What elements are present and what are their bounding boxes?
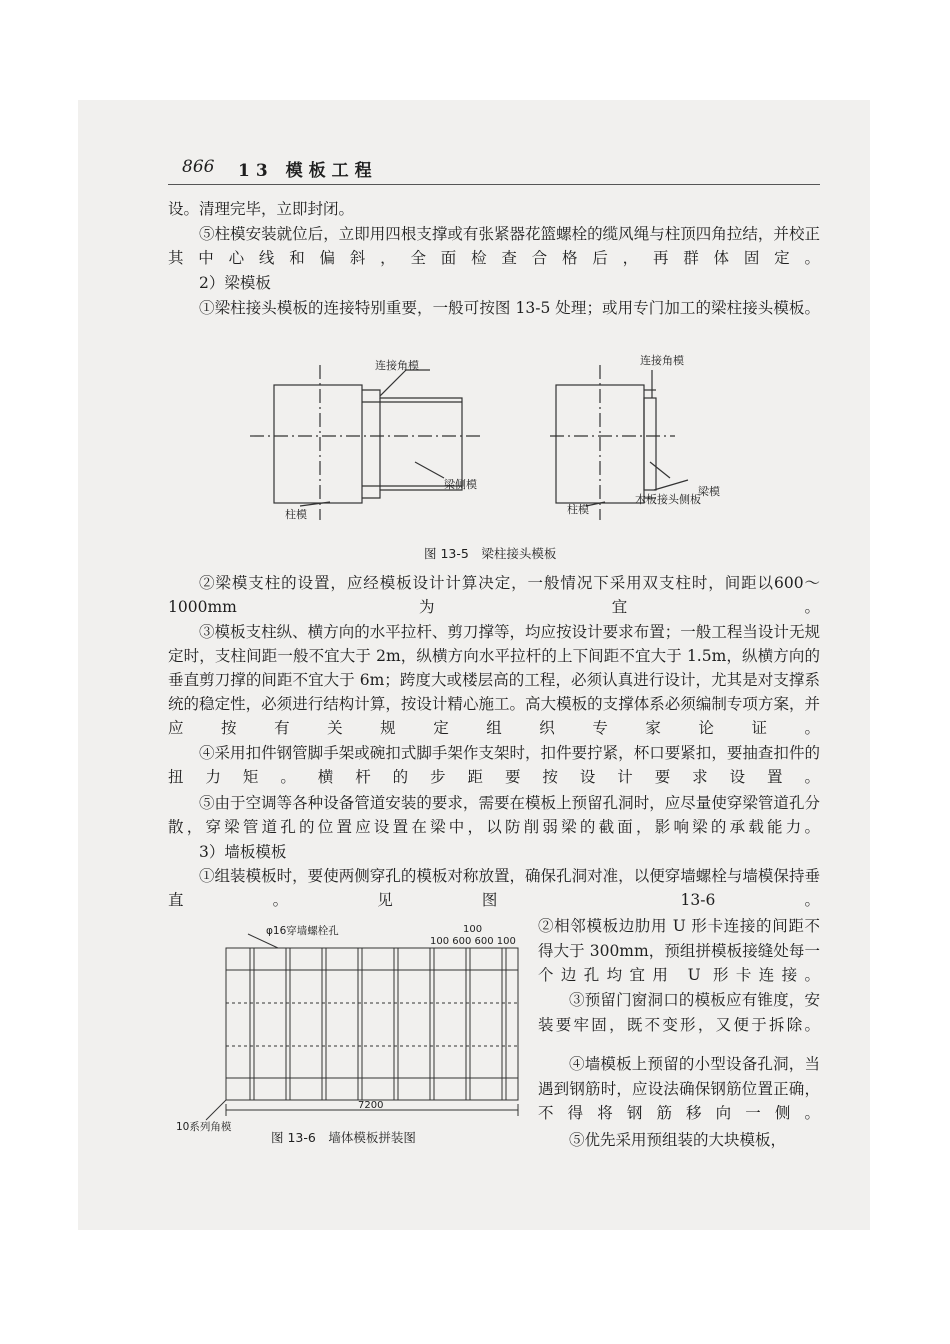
- paragraph: ①梁柱接头模板的连接特别重要，一般可按图 13-5 处理；或用专门加工的梁柱接头模板。: [199, 299, 820, 317]
- side-paragraph: ②相邻模板边肋用 U 形卡连接的间距不得大于 300mm，预组拼模板接缝处每一个边孔均宜用 U 形卡连接。: [538, 917, 820, 984]
- figure-wall-formwork-assembly: [168, 918, 528, 1146]
- paragraph: 设。清理完毕，立即封闭。: [168, 200, 355, 218]
- label-column-form-right: 柱模: [567, 503, 589, 516]
- chapter-title: 13 模板工程: [238, 161, 378, 181]
- label-column-form-left: 柱模: [285, 508, 307, 521]
- figure-caption: 图 13-5 梁柱接头模板: [424, 546, 557, 561]
- side-paragraph: ③预留门窗洞口的模板应有锥度，安装要牢固，既不变形，又便于拆除。: [538, 991, 820, 1034]
- label-bolt-hole: φ16穿墙螺栓孔: [266, 925, 339, 937]
- paragraph: ⑤由于空调等各种设备管道安装的要求，需要在模板上预留孔洞时，应尽量使穿梁管道孔分散，穿梁管道孔的位置应设置在梁中，以防削弱梁的截面，影响梁的承载能力。: [168, 794, 820, 836]
- subheading: 3）墙板模板: [199, 843, 287, 861]
- left-column: [274, 385, 362, 503]
- label-wood-joint-panel: 木板接头侧板: [635, 493, 701, 506]
- paragraph: ②梁模支柱的设置，应经模板设计计算决定，一般情况下采用双支柱时，间距以600～1000mm 为宜。: [168, 574, 820, 616]
- label-width: 7200: [358, 1100, 384, 1111]
- paragraph: ③模板支柱纵、横方向的水平拉杆、剪刀撑等，均应按设计要求布置；一般工程当设计无规定时，支柱间距一般不宜大于 2m，纵横方向水平拉杆的上下间距不宜大于 1.5m，纵横方向的垂直剪刀撑的间距不宜大于 6m；跨度大或楼层高的工程，必须认真进行设计，尤其是对支撑系统的稳定性，必须进行结构计算，按设计精心施工。高大模板的支撑体系必须编制专项方案，并应按有关规定组织专家论证。: [168, 623, 820, 737]
- figure-beam-column-joint: [230, 350, 730, 562]
- right-beam: [644, 398, 656, 490]
- page-header: [168, 150, 820, 185]
- subheading: 2）梁模板: [199, 274, 271, 292]
- paragraph: ④采用扣件钢管脚手架或碗扣式脚手架作支架时，扣件要拧紧，杯口要紧扣，要抽查扣件的扭力矩。横杆的步距要按设计要求设置。: [168, 744, 820, 786]
- label-connect-corner-left: 连接角模: [375, 359, 419, 372]
- page-number: 866: [182, 157, 215, 177]
- side-paragraph: ④墙模板上预留的小型设备孔洞，当遇到钢筋时，应设法确保钢筋位置正确，不得将钢筋移向一侧。: [538, 1055, 820, 1122]
- label-beam-side-form: 梁侧模: [444, 478, 477, 491]
- wall-panel-outline: [226, 948, 518, 1100]
- label-top-dimension: 100: [463, 924, 483, 935]
- label-connect-corner-right: 连接角模: [640, 354, 684, 367]
- figure-caption: 图 13-6 墙体模板拼装图: [271, 1130, 416, 1145]
- paragraph: ⑤柱模安装就位后，立即用四根支撑或有张紧器花篮螺栓的缆风绳与柱顶四角拉结，并校正其中心线和偏斜，全面检查合格后，再群体固定。: [168, 225, 820, 267]
- side-paragraph: ⑤优先采用预组装的大块模板，: [569, 1131, 787, 1149]
- label-corner-form: 10系列角模: [176, 1121, 232, 1133]
- label-beam-form: 梁模: [698, 485, 720, 498]
- label-dimensions: 100 600 600 100: [430, 936, 516, 947]
- paragraph: ①组装模板时，要使两侧穿孔的模板对称放置，确保孔洞对准，以便穿墙螺栓与墙模保持垂直。见图 13-6。: [168, 867, 820, 909]
